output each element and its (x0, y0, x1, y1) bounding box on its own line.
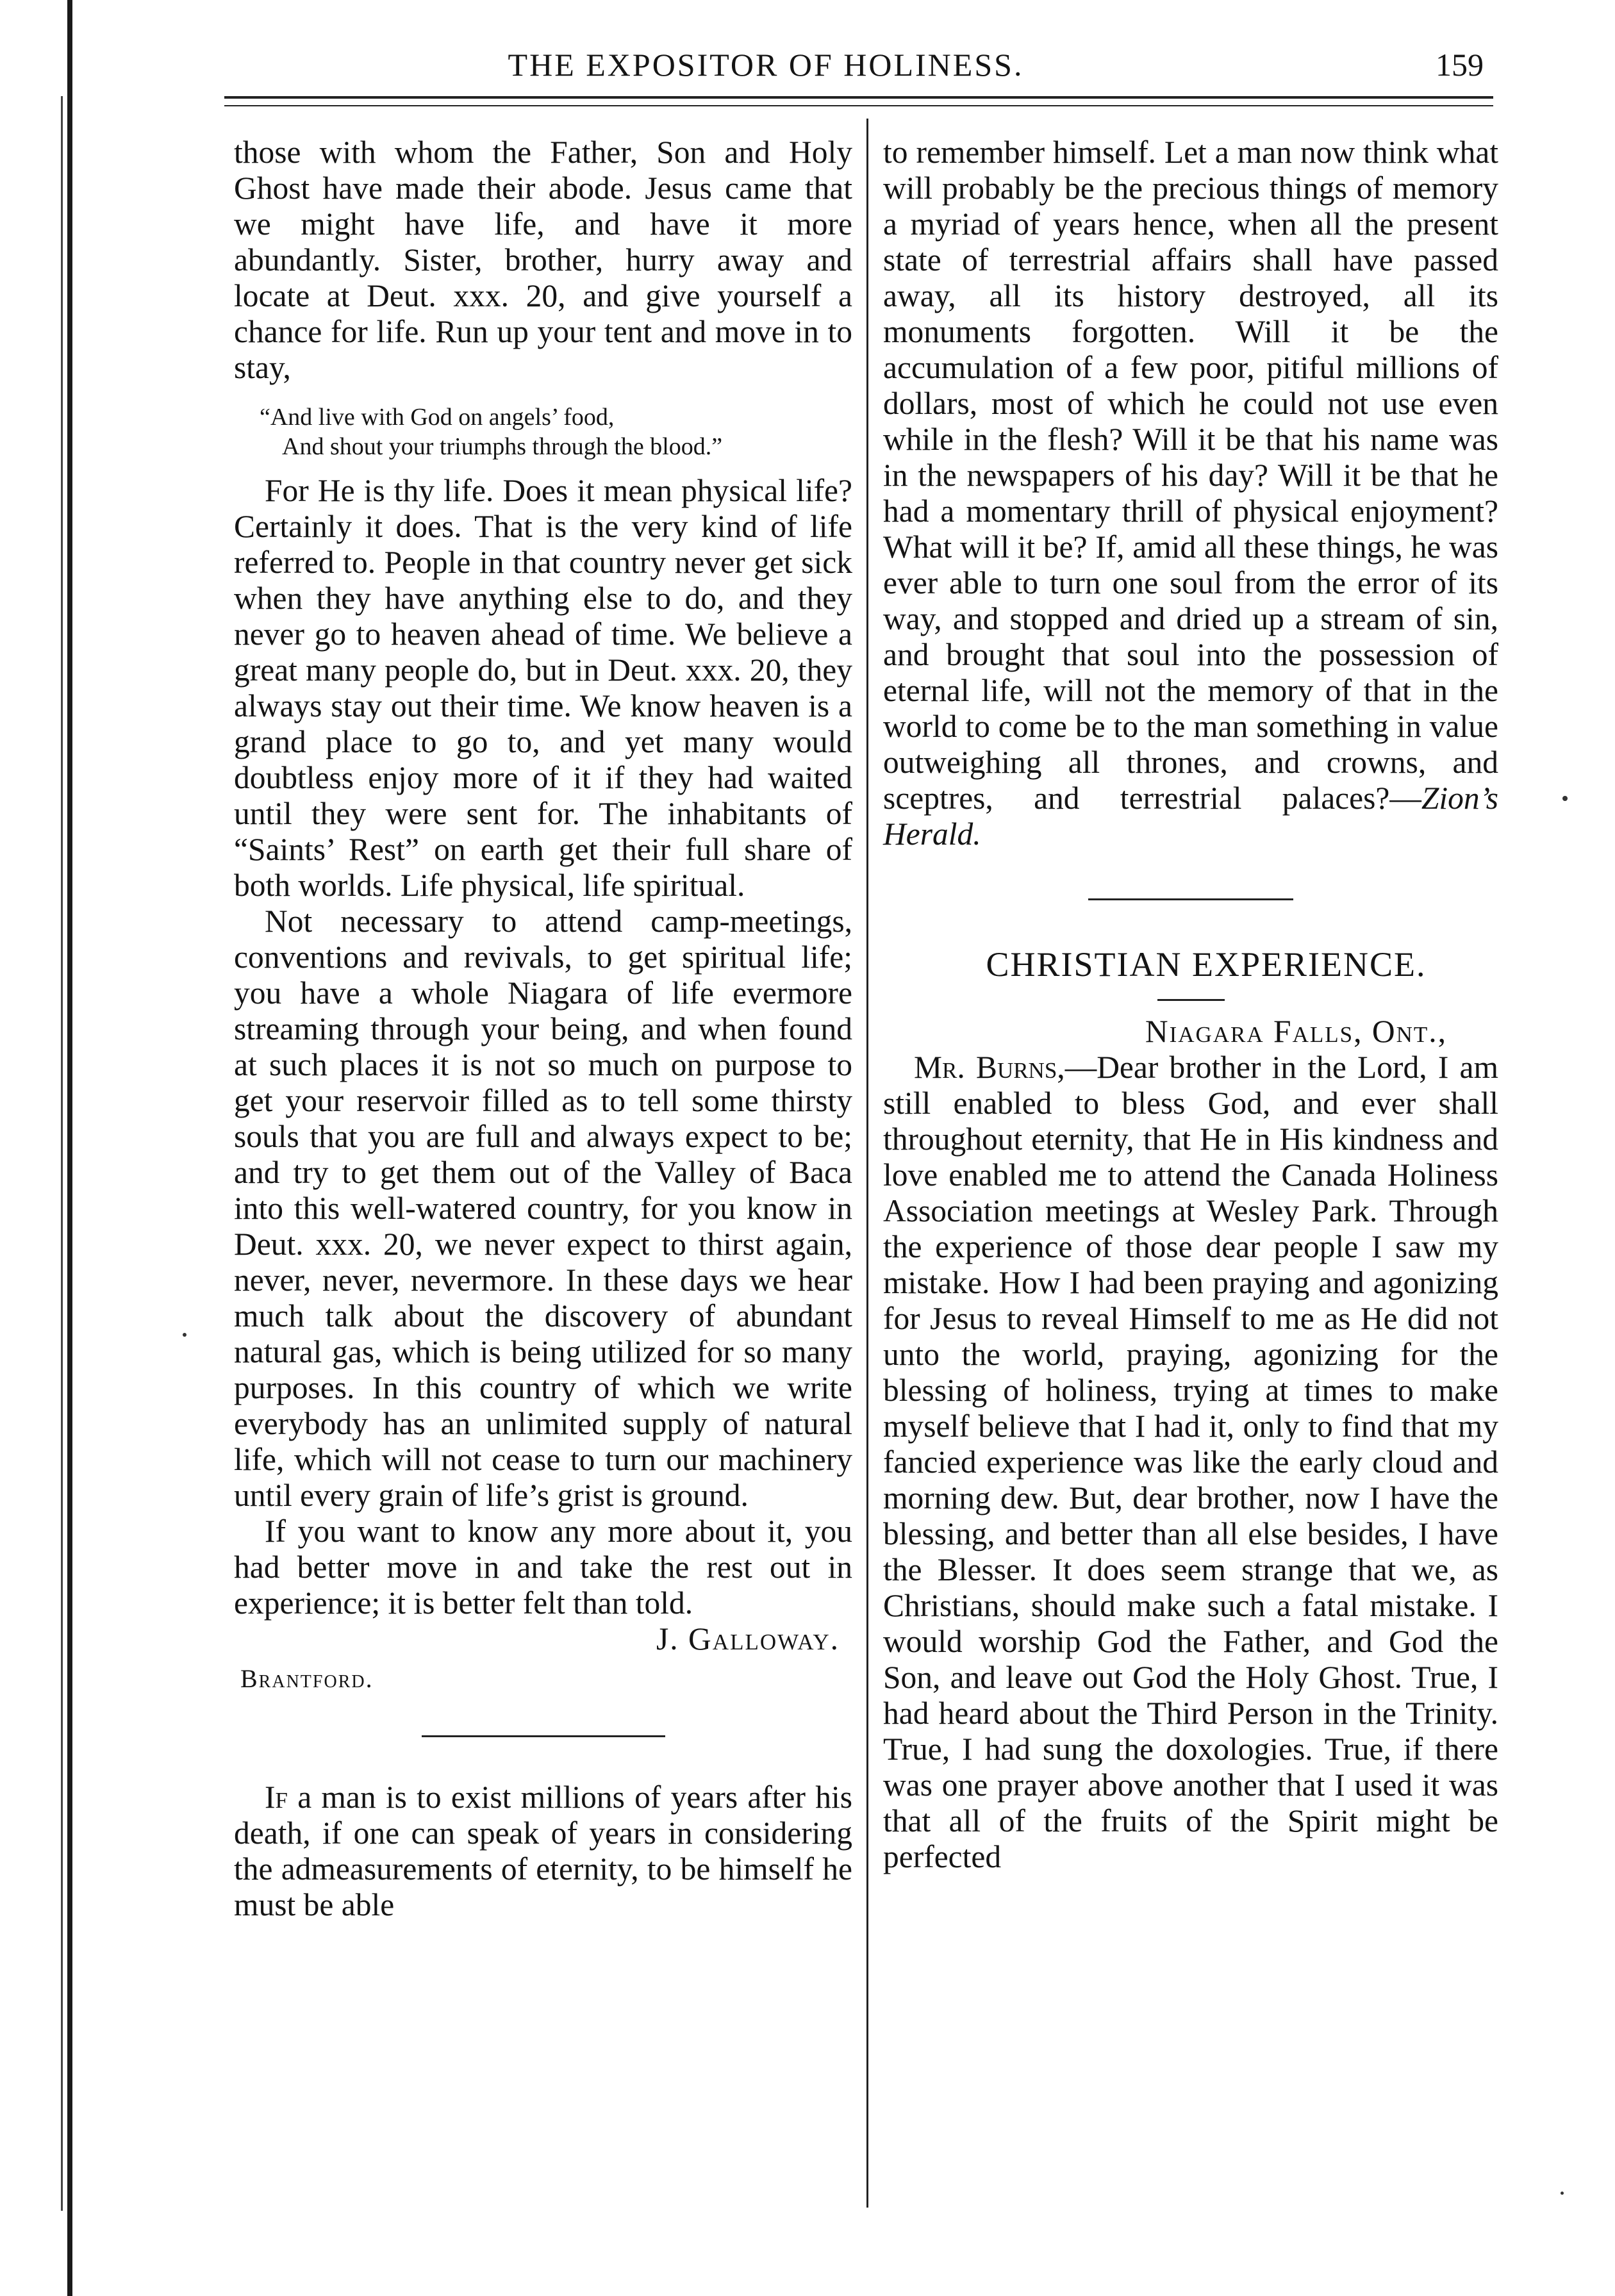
letter-dateline: Niagara Falls, Ont., (1145, 1014, 1447, 1049)
section-separator (422, 1735, 665, 1737)
print-speck (1562, 796, 1568, 801)
signature-line (234, 1621, 852, 1657)
page-number: 159 (1436, 47, 1484, 83)
column-divider (866, 119, 868, 2208)
poem-line: And shout your triumphs through the blood.” (282, 433, 723, 460)
header-rule-thick (224, 96, 1493, 99)
binding-edge-line (67, 0, 72, 2296)
paragraph-text: to remember himself. Let a man now think what will probably be the precious things of memory a myriad of years hence, when all the present state of terrestrial affairs shall have passed away, all its history destroyed, all its monuments forgotten. Will it be the accumulation of a few poor, pitiful millions of dollars, most of which he could not use even while in the flesh? Will it be that his name was in the newspapers of his day? Will it be that he had a momentary thrill of physical enjoyment? What will it be? If, amid all these things, he was ever able to turn one soul from the error of its way, and stopped and dried up a stream of sin, and brought that soul into the possession of eternal life, will not the memory of that in the world to come be to the man something in value outweighing all thrones, and crowns, and sceptres, and terrestrial palaces?— (883, 135, 1498, 816)
salutation: Mr. Burns, (914, 1050, 1065, 1085)
left-column (234, 135, 852, 1923)
right-column (883, 135, 1498, 1875)
paragraph (883, 1050, 1498, 1875)
title-rule (1157, 999, 1225, 1001)
paragraph (234, 1780, 852, 1923)
binding-edge-shadow (61, 96, 63, 2211)
author-place: Brantford. (240, 1664, 374, 1693)
lead-word: If (265, 1780, 288, 1815)
running-header-title: THE EXPOSITOR OF HOLINESS. (508, 47, 1024, 83)
paragraph: Not necessary to attend camp-meetings, conventions and revivals, to get spiritual life; you have a whole Niagara of life evermore streaming through your being, and when found at such places it is not so much on purpose to get your reservoir filled as to tell some thirsty souls that you are full and always expect to be; and try to get them out of the Valley of Baca into this well-watered country, for you know in Deut. xxx. 20, we never expect to thirst again, never, never, nevermore. In these days we hear much talk about the discovery of abundant natural gas, which is being utilized for so many purposes. In this country of which we write everybody has an unlimited supply of natural life, which will not cease to turn our machinery until every grain of life’s grist is ground. (234, 904, 852, 1513)
poem-quote (234, 402, 852, 461)
source-citation: Zion’s Herald. (883, 780, 1498, 852)
author-signature: J. Galloway. (656, 1621, 840, 1656)
section-separator (1088, 898, 1293, 900)
paragraph: For He is thy life. Does it mean physical life? Certainly it does. That is the very kind of life referred to. People in that country never get sick when they have anything else to do, and they never go to heaven ahead of time. We believe a great many people do, but in Deut. xxx. 20, they always stay out their time. We know heaven is a grand place to go to, and yet many would doubtless enjoy more of it if they had waited until they were sent for. The inhabitants of “Saints’ Rest” on earth get their full share of both worlds. Life physical, life spiritual. (234, 473, 852, 903)
header-rule-thin (224, 105, 1493, 106)
paragraph: If you want to know any more about it, you had better move in and take the rest out in experience; it is better felt than told. (234, 1514, 852, 1621)
paragraph: those with whom the Father, Son and Holy Ghost have made their abode. Jesus came that we might have life, and have it more abundantly. Sister, brother, hurry away and locate at Deut. xxx. 20, and give yourself a chance for life. Run up your tent and move in to stay, (234, 135, 852, 385)
paragraph-text: —Dear brother in the Lord, I am still enabled to bless God, and ever shall throughout eternity, that He in His kindness and love enabled me to attend the Canada Holiness Association meetings at Wesley Park. Through the experience of those dear people I saw my mistake. How I had been praying and agonizing for Jesus to reveal Himself to me as He did not unto the world, praying, agonizing for the blessing of holiness, trying at times to make myself believe that I had it, only to find that my fancied experience was like the early cloud and morning dew. But, dear brother, now I have the blessing, and better than all else besides, I have the Blesser. It does seem strange that we, as Christians, should make such a fatal mistake. I would worship God the Father, and God the Son, and leave out God the Holy Ghost. True, I had heard about the Third Person in the Trinity. True, I had sung the doxologies. True, if there was one prayer above another that I used it was that all of the fruits of the Spirit might be perfected (883, 1050, 1498, 1874)
print-speck (183, 1333, 186, 1337)
print-speck (1561, 2192, 1564, 2195)
section-title: CHRISTIAN EXPERIENCE. (986, 945, 1427, 984)
paragraph (883, 135, 1498, 852)
paragraph-text: a man is to exist millions of years after his death, if one can speak of years in considering the admeasurements of eternity, to be himself he must be able (234, 1780, 852, 1922)
poem-line: “And live with God on angels’ food, (260, 404, 615, 431)
